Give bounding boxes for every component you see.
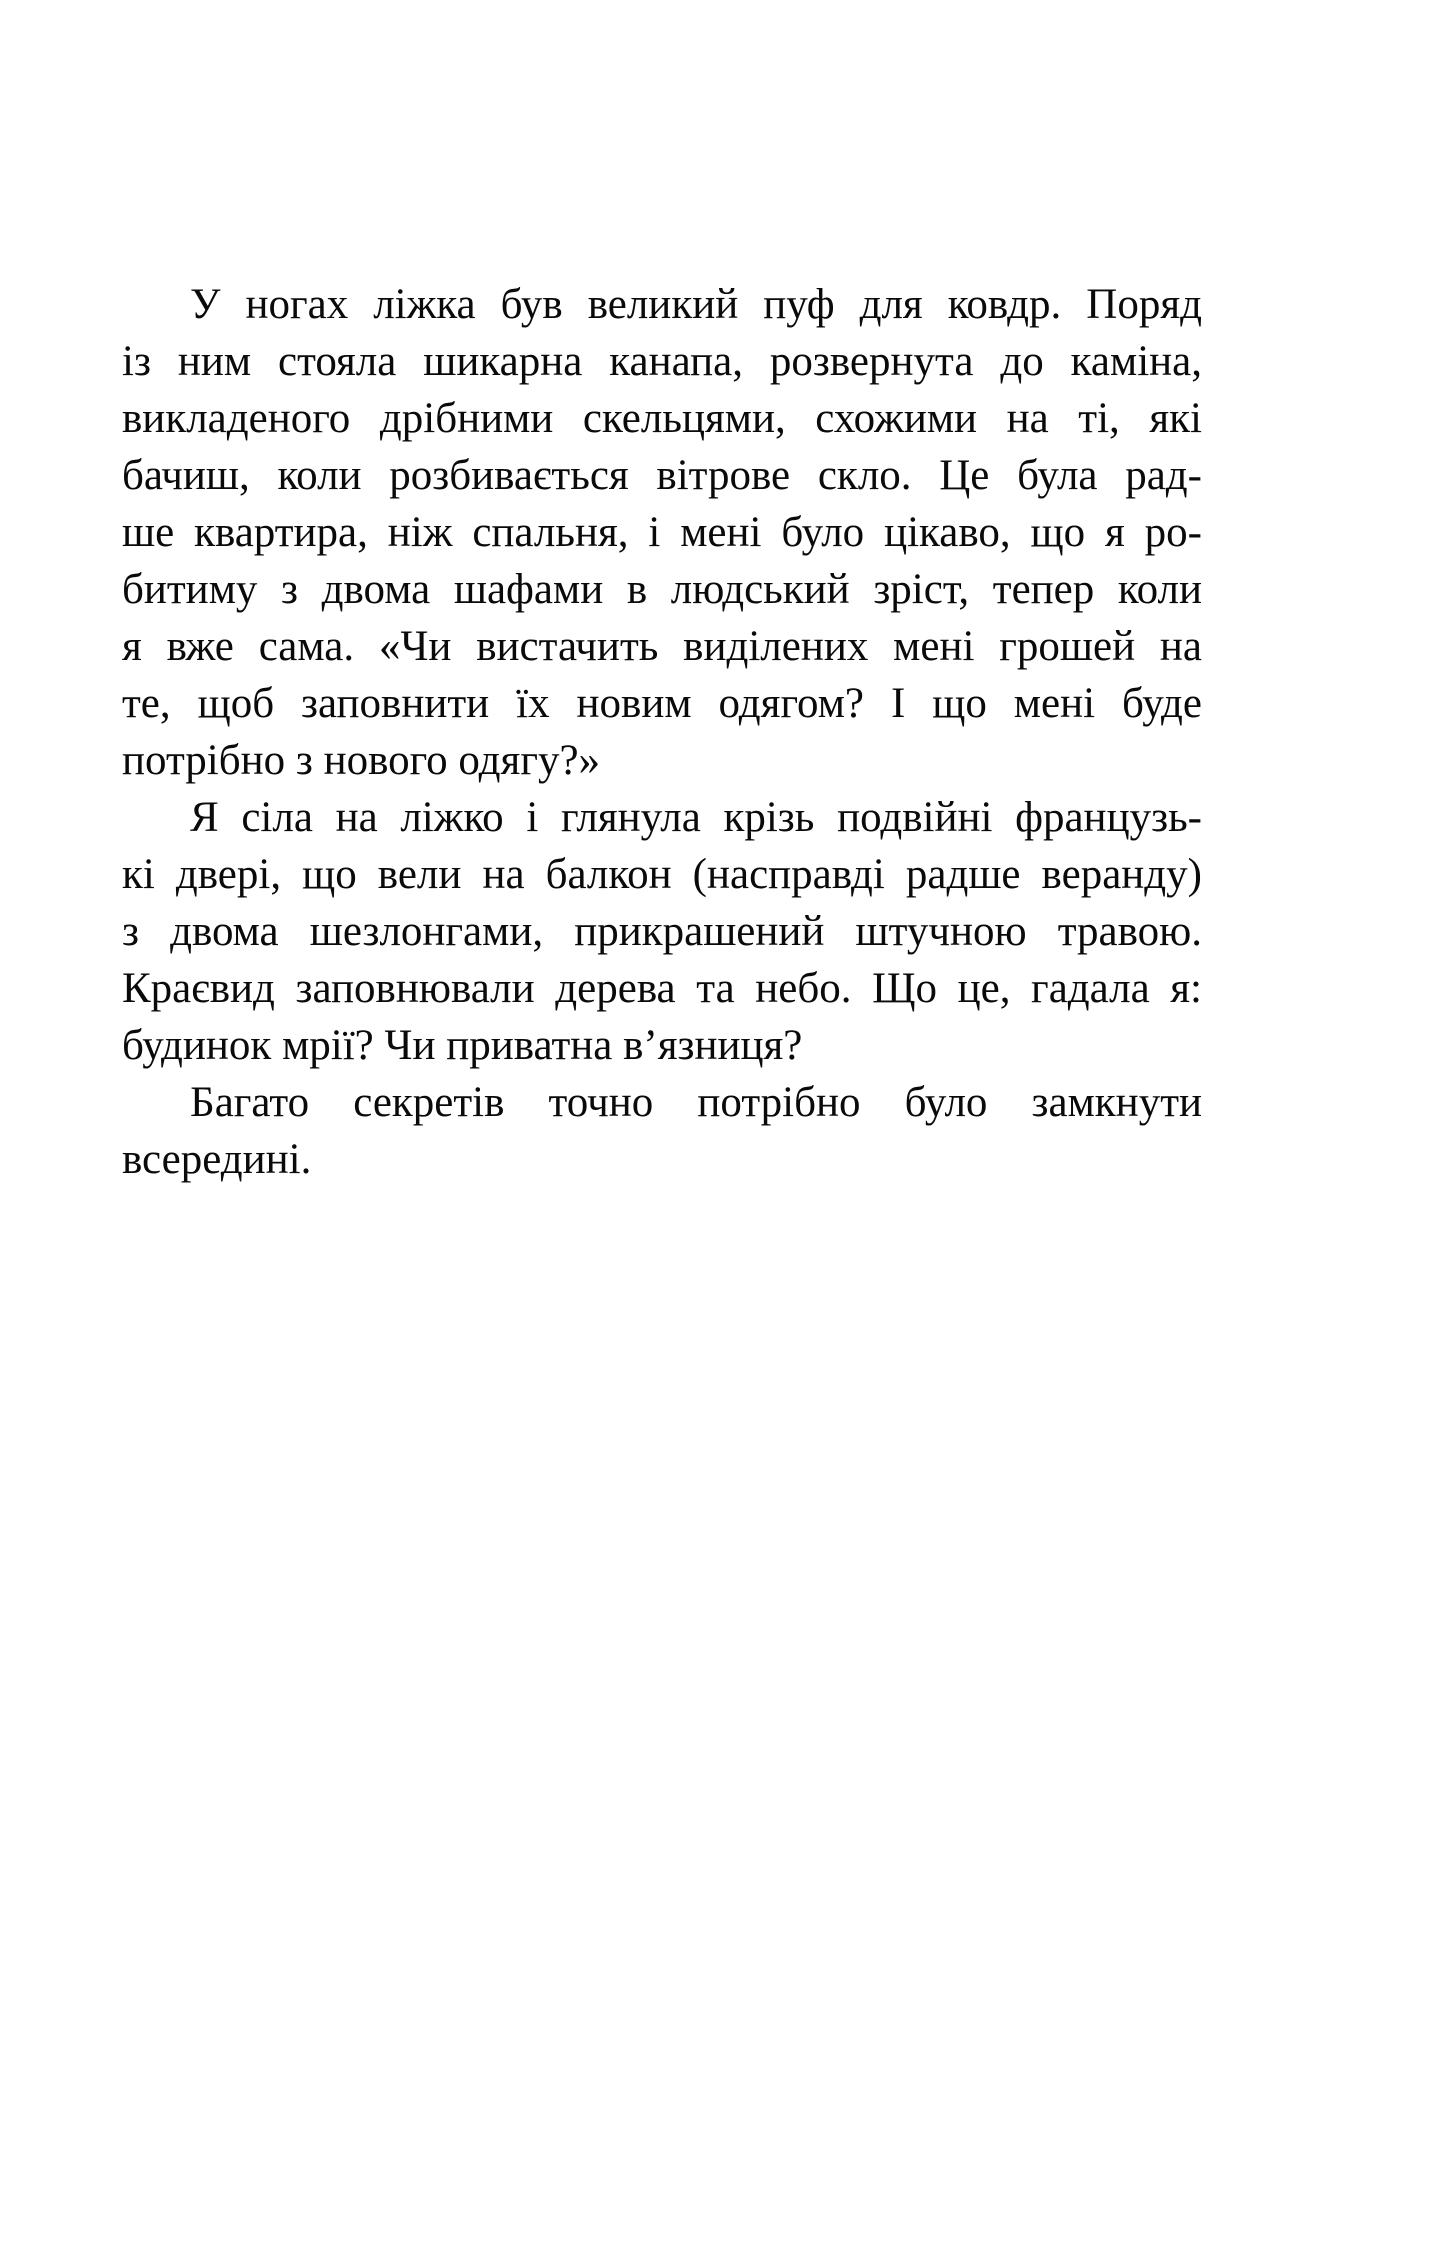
- text-line: будинок мрії? Чи приватна в’язниця?: [122, 1022, 803, 1069]
- text-line: кі двері, що вели на балкон (насправді радше веранду): [122, 851, 1202, 898]
- text-line: з двома шезлонгами, прикрашений штучною травою.: [122, 908, 1202, 955]
- text-line: ше квартира, ніж спальня, і мені було цікаво, що я ро-: [122, 509, 1202, 556]
- text-line: із ним стояла шикарна канапа, розвернута до каміна,: [122, 338, 1202, 385]
- text-line: бачиш, коли розбивається вітрове скло. Це була рад-: [122, 452, 1202, 499]
- text-line: Краєвид заповнювали дерева та небо. Що це, гадала я:: [122, 965, 1202, 1012]
- text-line: У ногах ліжка був великий пуф для ковдр. Поряд: [190, 281, 1202, 328]
- text-line: Я сіла на ліжко і глянула крізь подвійні французь-: [190, 794, 1202, 841]
- text-line: Багато секретів точно потрібно було замкнути: [190, 1079, 1202, 1126]
- text-line: те, щоб заповнити їх новим одягом? І що мені буде: [122, 680, 1202, 727]
- text-line: битиму з двома шафами в людський зріст, тепер коли: [122, 566, 1202, 613]
- paragraph: [122, 276, 1202, 789]
- paragraph: [122, 789, 1202, 1074]
- text-column: [122, 276, 1202, 1188]
- text-line: потрібно з нового одягу?»: [122, 737, 601, 784]
- text-line: всередині.: [122, 1136, 312, 1183]
- text-line: я вже сама. «Чи вистачить виділених мені грошей на: [122, 623, 1202, 670]
- text-line: викладеного дрібними скельцями, схожими на ті, які: [122, 395, 1202, 442]
- paragraph: [122, 1074, 1202, 1188]
